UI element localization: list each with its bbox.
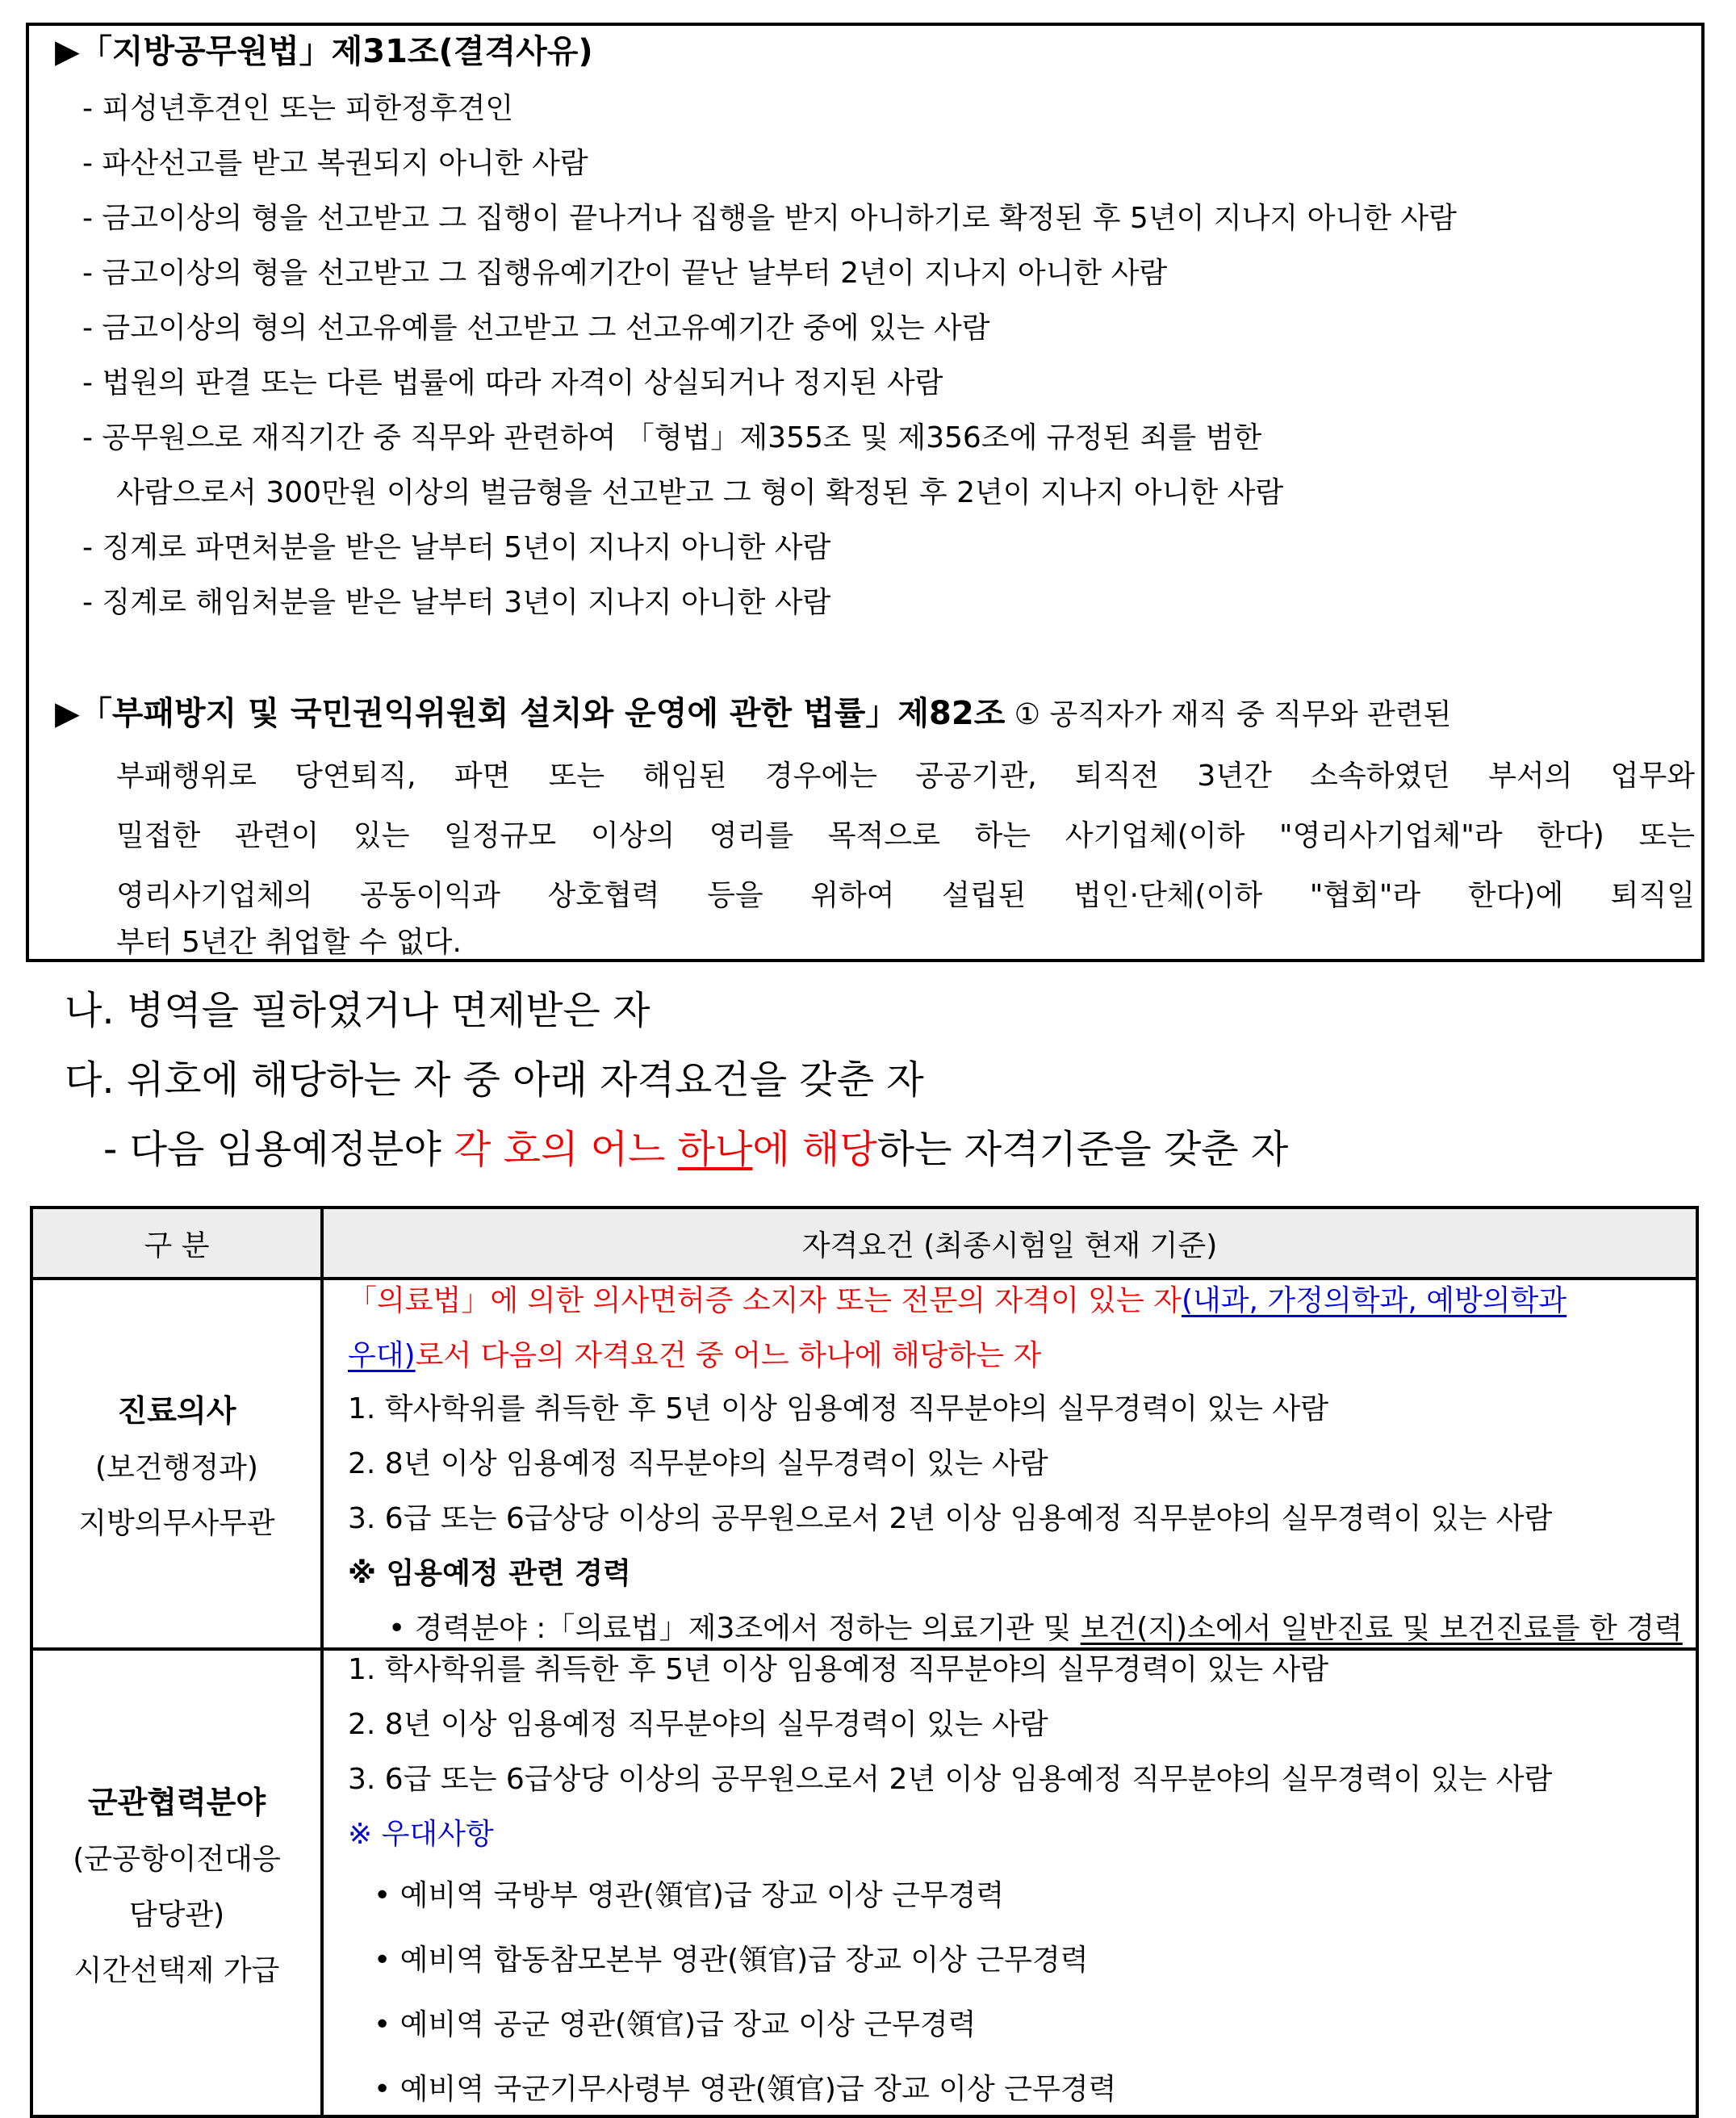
- paragraph-line: 밀접한 관련이 있는 일정규모 이상의 영리를 목적으로 하는 사기업체(이하 "영리사기업체"라 한다) 또는: [116, 819, 1695, 852]
- list-item: 2. 8년 이상 임용예정 직무분야의 실무경력이 있는 사람: [348, 1447, 1048, 1480]
- table-row: [31, 1279, 1697, 1649]
- requirement-da: 다. 위호에 해당하는 자 중 아래 자격요건을 갖춘 자: [65, 1057, 924, 1103]
- category-title: 군관협력분야: [87, 1784, 266, 1820]
- list-item: 3. 6급 또는 6급상당 이상의 공무원으로서 2년 이상 임용예정 직무분야의 실무경력이 있는 사람: [348, 1763, 1553, 1796]
- table-row: [31, 1649, 1697, 2116]
- heading-anti-corruption-act: [55, 697, 1695, 730]
- requirement-intro-line1: [348, 1284, 1567, 1317]
- note-item-text: • 경력분야 :「의료법」제3조에서 정하는 의료기관 및: [388, 1612, 1081, 1645]
- paragraph-line: 부패행위로 당연퇴직, 파면 또는 해임된 경우에는 공공기관, 퇴직전 3년간 소속하였던 부서의 업무와: [116, 760, 1695, 793]
- list-item: - 징계로 해임처분을 받은 날부터 3년이 지나지 아니한 사람: [82, 586, 831, 619]
- table-header-requirements: 자격요건 (최종시험일 현재 기준): [322, 1208, 1697, 1279]
- note-item-underlined: 보건(지)소에서 일반진료 및 보건진료를 한 경력: [1080, 1612, 1683, 1645]
- list-item: - 금고이상의 형의 선고유예를 선고받고 그 선고유예기간 중에 있는 사람: [82, 312, 990, 345]
- requirement-sub-post: 하는 자격기준을 갖춘 자: [876, 1127, 1289, 1172]
- category-sub: 담당관): [128, 1898, 225, 1932]
- row-category-medical-doctor: [31, 1279, 322, 1649]
- category-sub: (군공항이전대응: [73, 1842, 281, 1876]
- qualification-table: [30, 1206, 1699, 2118]
- list-item: - 피성년후견인 또는 피한정후견인: [82, 92, 514, 125]
- requirement-intro-line2: [348, 1339, 1042, 1372]
- category-sub: 지방의무사무관: [78, 1507, 275, 1540]
- requirement-sub-red-end: 에 해당: [752, 1127, 877, 1172]
- list-item: 2. 8년 이상 임용예정 직무분야의 실무경력이 있는 사람: [348, 1708, 1048, 1741]
- list-item: - 금고이상의 형을 선고받고 그 집행유예기간이 끝난 날부터 2년이 지나지 아니한 사람: [82, 257, 1168, 290]
- list-item: - 파산선고를 받고 복권되지 아니한 사람: [82, 147, 588, 180]
- disqualification-box: [26, 23, 1705, 962]
- table-header-category: 구 분: [31, 1208, 322, 1279]
- intro-blue: (내과, 가정의학과, 예방의학과: [1181, 1284, 1567, 1317]
- category-title: 진료의사: [117, 1393, 236, 1429]
- category-sub: 시간선택제 가급: [73, 1953, 280, 1987]
- preference-item: • 예비역 공군 영관(領官)급 장교 이상 근무경력: [374, 2008, 977, 2041]
- intro-blue-end: 우대): [348, 1339, 416, 1372]
- preference-item: • 예비역 합동참모본부 영관(領官)급 장교 이상 근무경력: [374, 1944, 1089, 1977]
- row-category-military-cooperation: [31, 1649, 322, 2116]
- requirement-sub-pre: - 다음 임용예정분야: [103, 1127, 454, 1172]
- list-item: - 금고이상의 형을 선고받고 그 집행이 끝나거나 집행을 받지 아니하기로 확정된 후 5년이 지나지 아니한 사람: [82, 202, 1457, 235]
- list-item: 3. 6급 또는 6급상당 이상의 공무원으로서 2년 이상 임용예정 직무분야의 실무경력이 있는 사람: [348, 1502, 1553, 1535]
- paragraph-line: 부터 5년간 취업할 수 없다.: [116, 926, 462, 959]
- table-header-row: [31, 1208, 1697, 1279]
- heading-local-civil-service-act: ▶「지방공무원법」제31조(결격사유): [55, 33, 593, 70]
- row-requirements-military-cooperation: [322, 1649, 1697, 2116]
- preference-title: ※ 우대사항: [348, 1818, 494, 1851]
- paragraph-line: 영리사기업체의 공동이익과 상호협력 등을 위하여 설립된 법인·단체(이하 "협회"라 한다)에 퇴직일: [116, 879, 1695, 912]
- list-item: 1. 학사학위를 취득한 후 5년 이상 임용예정 직무분야의 실무경력이 있는 사람: [348, 1392, 1328, 1425]
- note-item: [388, 1614, 1683, 1643]
- preference-item: • 예비역 국군기무사령부 영관(領官)급 장교 이상 근무경력: [374, 2073, 1117, 2106]
- heading-anti-corruption-act-title: ▶「부패방지 및 국민권익위원회 설치와 운영에 관한 법률」제82조: [55, 695, 1006, 732]
- note-title: ※ 임용예정 관련 경력: [348, 1557, 631, 1590]
- requirement-na: 나. 병역을 필하였거나 면제받은 자: [65, 988, 650, 1033]
- intro-red-end: 로서 다음의 자격요건 중 어느 하나에 해당하는 자: [415, 1339, 1042, 1372]
- preference-item: • 예비역 국방부 영관(領官)급 장교 이상 근무경력: [374, 1879, 1005, 1912]
- requirement-sub-red-underlined: 하나: [677, 1127, 753, 1172]
- requirement-sub-red: 각 호의 어느: [454, 1127, 678, 1172]
- requirement-sub: [103, 1127, 1289, 1172]
- category-sub: (보건행정과): [95, 1451, 258, 1484]
- heading-anti-corruption-act-clause: ① 공직자가 재직 중 직무와 관련된: [1005, 698, 1452, 731]
- list-item: - 공무원으로 재직기간 중 직무와 관련하여 「형법」제355조 및 제356조에 규정된 죄를 범한: [82, 421, 1262, 454]
- list-item-continuation: 사람으로서 300만원 이상의 벌금형을 선고받고 그 형이 확정된 후 2년이 지나지 아니한 사람: [116, 476, 1284, 509]
- list-item: - 징계로 파면처분을 받은 날부터 5년이 지나지 아니한 사람: [82, 531, 831, 564]
- row-requirements-medical-doctor: [322, 1279, 1697, 1649]
- intro-red: 「의료법」에 의한 의사면허증 소지자 또는 전문의 자격이 있는 자: [348, 1284, 1182, 1317]
- list-item: - 법원의 판결 또는 다른 법률에 따라 자격이 상실되거나 정지된 사람: [82, 366, 943, 400]
- list-item: 1. 학사학위를 취득한 후 5년 이상 임용예정 직무분야의 실무경력이 있는 사람: [348, 1653, 1328, 1686]
